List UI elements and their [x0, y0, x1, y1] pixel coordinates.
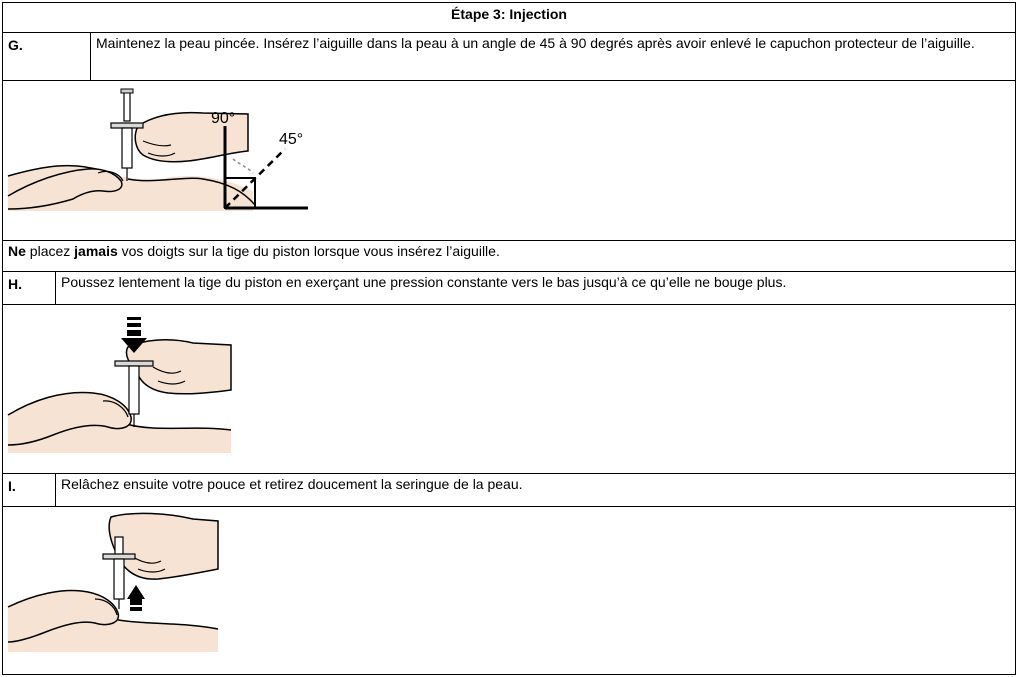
- step-i-row: [2, 474, 1016, 507]
- step-i-text: Relâchez ensuite votre pouce et retirez doucement la seringue de la peau.: [61, 476, 523, 492]
- step-h-row: [2, 272, 1016, 305]
- step-h-figure: [2, 305, 1016, 474]
- warning-bold-ne: Ne: [8, 243, 26, 259]
- angle-90-label: 90°: [211, 110, 236, 127]
- section-title: Étape 3: Injection: [451, 6, 567, 22]
- step-h-letter: H.: [3, 272, 56, 304]
- warning-text-1: placez: [25, 243, 75, 259]
- injection-angle-illustration: [3, 81, 1015, 239]
- step-g-row: [2, 33, 1016, 81]
- step-g-letter: G.: [3, 33, 91, 80]
- angle-45-label: 45°: [279, 131, 304, 148]
- step-g-text: Maintenez la peau pincée. Insérez l’aiguille dans la peau à un angle de 45 à 90 degrés après avoir enlevé le capuchon protecteur de l’aiguille.: [96, 35, 975, 51]
- withdraw-syringe-illustration: [3, 507, 1015, 673]
- warning-bold-jamais: jamais: [74, 243, 118, 259]
- warning-text-2: vos doigts sur la tige du piston lorsque vous insérez l’aiguille.: [117, 243, 500, 259]
- warning-note: [2, 241, 1016, 272]
- step-g-figure: [2, 81, 1016, 241]
- push-plunger-illustration: [3, 305, 1015, 472]
- step-h-text: Poussez lentement la tige du piston en exerçant une pression constante vers le bas jusqu’à ce qu’elle ne bouge plus.: [61, 274, 787, 290]
- step-i-figure: [2, 507, 1016, 675]
- step-i-letter: I.: [3, 474, 56, 506]
- section-title-row: [2, 2, 1016, 33]
